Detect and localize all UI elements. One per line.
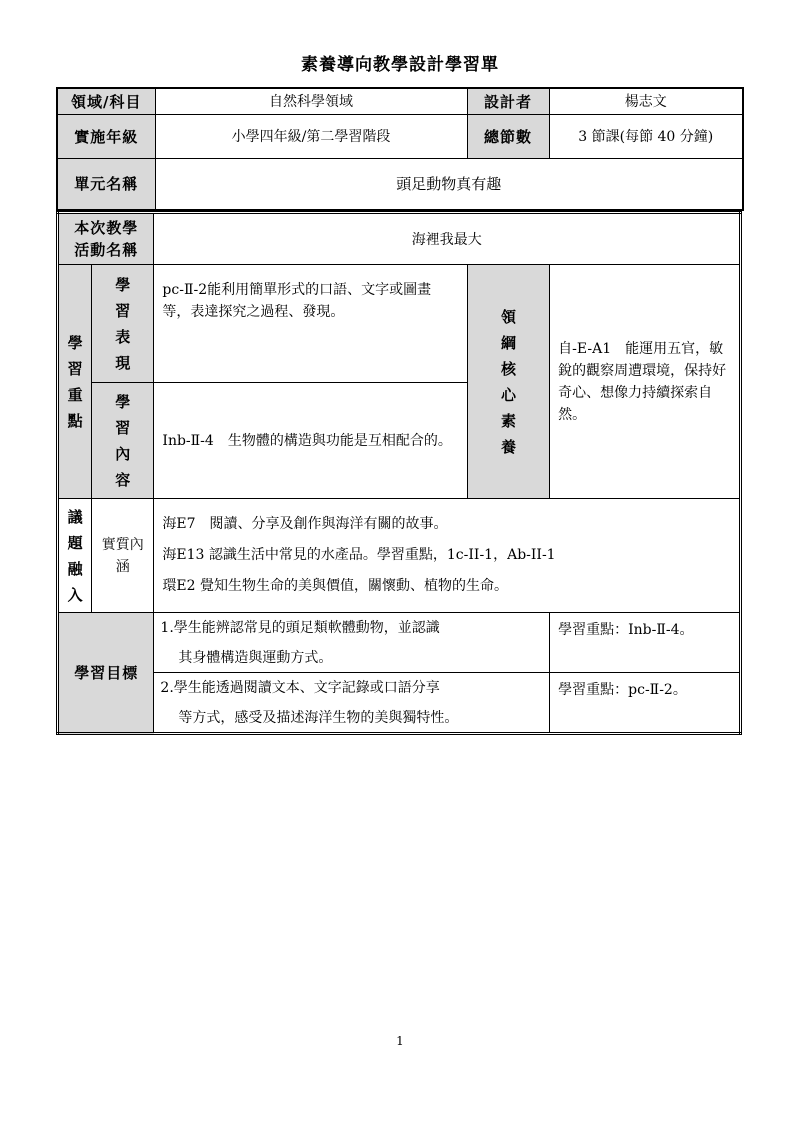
performance-label: 學 習 表 現 [115, 275, 131, 372]
issues-label-cell [58, 499, 92, 613]
objective-2-line-2: 等方式，感受及描述海洋生物的美與獨特性。 [178, 710, 459, 726]
domain-label: 領域/科目 [57, 88, 155, 114]
issues-label: 議 題 融 入 [67, 507, 83, 604]
issue-item: 環E2 覺知生物生命的美與價值，關懷動、植物的生命。 [162, 578, 508, 594]
core-text: 自-E-A1 能運用五官，敏銳的觀察周遭環境，保持好奇心、想像力持續探索自然。 [550, 265, 741, 499]
grade-label: 實施年級 [57, 114, 155, 158]
core-label: 領 綱 核 心 素 養 [500, 307, 516, 456]
core-label-cell [467, 265, 549, 499]
focus-label-cell [58, 265, 92, 499]
objective-2-focus: 學習重點：pc-Ⅱ-2。 [550, 673, 741, 734]
issues-sub-label-cell [92, 499, 154, 613]
content-text: Inb-Ⅱ-4 生物體的構造與功能是互相配合的。 [154, 383, 467, 499]
issue-item: 海E13 認識生活中常見的水產品。學習重點，1c-II-1，Ab-II-1 [162, 547, 556, 563]
designer-label: 設計者 [467, 88, 549, 114]
content-label-cell [92, 383, 154, 499]
periods-value: 3 節課(每節 40 分鐘) [549, 114, 743, 158]
lesson-table [56, 211, 742, 735]
activity-value: 海裡我最大 [154, 213, 741, 265]
issue-item: 海E7 閱讀、分享及創作與海洋有關的故事。 [162, 516, 448, 532]
objective-1-line-1: 1.學生能辨認常見的頭足類軟體動物，並認識 [160, 620, 440, 636]
issues-sub-label: 實質內 涵 [101, 536, 144, 575]
objective-1-focus: 學習重點：Inb-Ⅱ-4。 [550, 613, 741, 673]
unit-value: 頭足動物真有趣 [155, 158, 743, 210]
issues-list [154, 499, 741, 613]
performance-text: pc-Ⅱ-2能利用簡單形式的口語、文字或圖畫等，表達探究之過程、發現。 [154, 265, 467, 383]
performance-label-cell [92, 265, 154, 383]
objective-2-line-1: 2.學生能透過閱讀文本、文字記錄或口語分享 [160, 680, 440, 696]
content-label: 學 習 內 容 [115, 392, 131, 489]
objective-2 [154, 673, 550, 734]
objectives-label: 學習目標 [58, 613, 154, 734]
grade-value: 小學四年級/第二學習階段 [155, 114, 467, 158]
objective-1-line-2: 其身體構造與運動方式。 [178, 650, 333, 666]
periods-label: 總節數 [467, 114, 549, 158]
page-title: 素養導向教學設計學習單 [301, 55, 499, 75]
activity-label: 本次教學 活動名稱 [58, 213, 154, 265]
domain-value: 自然科學領域 [155, 88, 467, 114]
page-number: 1 [396, 1034, 404, 1048]
info-table [56, 87, 744, 211]
objective-1 [154, 613, 550, 673]
focus-label: 學 習 重 點 [67, 333, 83, 430]
designer-value: 楊志文 [549, 88, 743, 114]
unit-label: 單元名稱 [57, 158, 155, 210]
